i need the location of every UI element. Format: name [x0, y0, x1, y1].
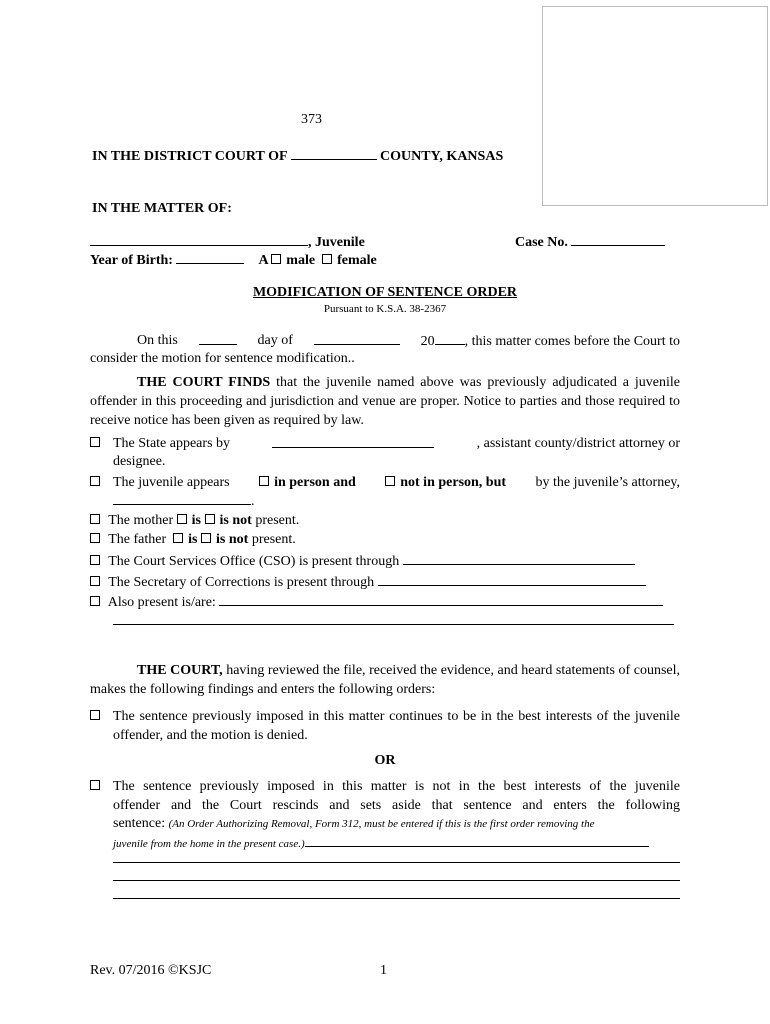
- court-orders-paragraph: [90, 661, 680, 699]
- court-heading-part2: COUNTY, KANSAS: [380, 149, 504, 164]
- court-finds-lead: THE COURT FINDS: [137, 375, 271, 390]
- father-is-checkbox[interactable]: [173, 533, 183, 543]
- female-checkbox[interactable]: [322, 254, 332, 264]
- state-appears-label: The State appears by: [113, 436, 231, 451]
- cso-checkbox[interactable]: [90, 555, 100, 565]
- option2-line2: offender and the Court rescinds and sets aside that sentence and enters the following: [113, 798, 680, 813]
- mother-line: [90, 511, 299, 530]
- secretary-checkbox[interactable]: [90, 576, 100, 586]
- county-name-field[interactable]: [291, 146, 377, 160]
- secretary-field[interactable]: [378, 572, 646, 586]
- year-of-birth-line: [90, 250, 377, 270]
- also-present-line: [90, 592, 663, 612]
- father-is-not-label: is not: [216, 532, 249, 547]
- year-of-birth-field[interactable]: [176, 250, 244, 264]
- option2-checkbox-wrap: [90, 777, 105, 796]
- not-in-person-label: not in person, but: [400, 475, 507, 490]
- option1-text: The sentence previously imposed in this matter continues to be in the best interests of the juvenile offender, and the motion is denied.: [113, 709, 680, 743]
- juvenile-attorney-end: .: [251, 494, 255, 509]
- also-present-field[interactable]: [219, 592, 663, 606]
- footer-page-number: 1: [380, 963, 387, 978]
- mother-is-not-label: is not: [219, 513, 252, 528]
- juvenile-name-field[interactable]: [90, 232, 308, 246]
- juvenile-attorney-label: by the juvenile’s attorney,: [535, 475, 680, 490]
- intro-line-1: [137, 331, 680, 351]
- intro-text-3: 20: [420, 334, 435, 349]
- court-heading-part1: IN THE DISTRICT COURT OF: [92, 149, 288, 164]
- female-label: female: [337, 253, 377, 268]
- male-label: male: [286, 253, 316, 268]
- form-number: 373: [301, 112, 322, 127]
- option2-line4: [113, 833, 649, 854]
- state-appears-text: [113, 434, 680, 453]
- also-present-field-2[interactable]: [113, 624, 674, 625]
- juvenile-attorney-field[interactable]: [113, 491, 251, 505]
- not-in-person-checkbox[interactable]: [385, 476, 395, 486]
- court-finds-text: that the juvenile named above was previously adjudicated a juvenile offender in this proceeding and jurisdiction and venue are proper. Notice to parties and those required to receive notice has been given as required by law.: [90, 375, 681, 428]
- juvenile-appears-label: The juvenile appears: [113, 475, 230, 490]
- state-attorney-field[interactable]: [272, 434, 434, 448]
- option2-checkbox[interactable]: [90, 780, 100, 790]
- father-line: [90, 530, 296, 549]
- intro-text-2: day of: [257, 333, 293, 348]
- court-orders-lead: THE COURT,: [137, 663, 223, 678]
- mother-is-not-checkbox[interactable]: [205, 514, 215, 524]
- sentence-field-1[interactable]: [305, 833, 649, 847]
- footer-revision: Rev. 07/2016 ©KSJC: [90, 963, 212, 978]
- juvenile-appears-checkbox-wrap: [90, 473, 105, 492]
- day-field[interactable]: [199, 331, 237, 345]
- or-divider: OR: [374, 753, 396, 768]
- court-orders-text: having reviewed the file, received the evidence, and heard statements of counsel, makes the following findings and enters the following orders:: [90, 663, 681, 697]
- case-no-field[interactable]: [571, 232, 665, 246]
- also-present-label: Also present is/are:: [107, 595, 216, 610]
- juvenile-line: [90, 232, 365, 252]
- sentence-field-4[interactable]: [113, 898, 680, 899]
- cso-field[interactable]: [403, 551, 635, 565]
- court-finds-paragraph: [90, 373, 680, 430]
- state-appears-checkbox[interactable]: [90, 437, 100, 447]
- secretary-line: [90, 572, 646, 592]
- state-appears-line: [90, 434, 105, 453]
- option2-sentence-label: sentence:: [113, 816, 166, 831]
- option2-note-a: (An Order Authorizing Removal, Form 312, must be entered if this is the first order removing the: [168, 818, 595, 830]
- sentence-field-3[interactable]: [113, 880, 680, 881]
- year-field[interactable]: [435, 331, 465, 345]
- male-checkbox[interactable]: [271, 254, 281, 264]
- father-label: The father: [108, 532, 167, 547]
- sex-prefix: A: [258, 253, 268, 268]
- father-checkbox[interactable]: [90, 533, 100, 543]
- document-title: MODIFICATION OF SENTENCE ORDER: [252, 285, 518, 300]
- father-is-not-checkbox[interactable]: [201, 533, 211, 543]
- juvenile-appears-line: [113, 473, 680, 492]
- year-of-birth-label: Year of Birth:: [90, 253, 173, 268]
- option2-note-b: juvenile from the home in the present case.): [113, 838, 305, 850]
- intro-text-4: , this matter comes before the Court to: [464, 334, 680, 349]
- mother-checkbox[interactable]: [90, 514, 100, 524]
- intro-text-1: On this: [137, 333, 178, 348]
- option1-checkbox[interactable]: [90, 710, 100, 720]
- state-designee: designee.: [113, 454, 166, 469]
- juvenile-attorney-line: [113, 491, 255, 511]
- mother-is-checkbox[interactable]: [177, 514, 187, 524]
- option2-line1: The sentence previously imposed in this matter is not in the best interests of the juvenile: [113, 779, 680, 794]
- option2-line3: [113, 814, 680, 834]
- juvenile-appears-checkbox[interactable]: [90, 476, 100, 486]
- state-appears-suffix: , assistant county/district attorney or: [476, 436, 680, 451]
- case-no-label: Case No.: [515, 235, 568, 250]
- mother-present: present.: [255, 513, 300, 528]
- secretary-label: The Secretary of Corrections is present through: [108, 575, 375, 590]
- in-person-label: in person and: [274, 475, 356, 490]
- mother-label: The mother: [108, 513, 174, 528]
- document-subtitle: Pursuant to K.S.A. 38-2367: [323, 303, 447, 315]
- month-field[interactable]: [314, 331, 400, 345]
- file-stamp-box: [542, 6, 768, 206]
- in-person-checkbox[interactable]: [259, 476, 269, 486]
- intro-line-2: consider the motion for sentence modification..: [90, 351, 355, 366]
- juvenile-label: , Juvenile: [308, 235, 365, 250]
- father-present: present.: [251, 532, 296, 547]
- court-heading: [92, 146, 503, 166]
- father-is-label: is: [188, 532, 198, 547]
- cso-label: The Court Services Office (CSO) is present through: [108, 554, 400, 569]
- sentence-field-2[interactable]: [113, 862, 680, 863]
- cso-line: [90, 551, 635, 571]
- mother-is-label: is: [191, 513, 202, 528]
- matter-heading: IN THE MATTER OF:: [92, 201, 232, 216]
- case-no: [515, 232, 665, 252]
- option1-checkbox-wrap: [90, 707, 105, 726]
- also-present-checkbox[interactable]: [90, 596, 100, 606]
